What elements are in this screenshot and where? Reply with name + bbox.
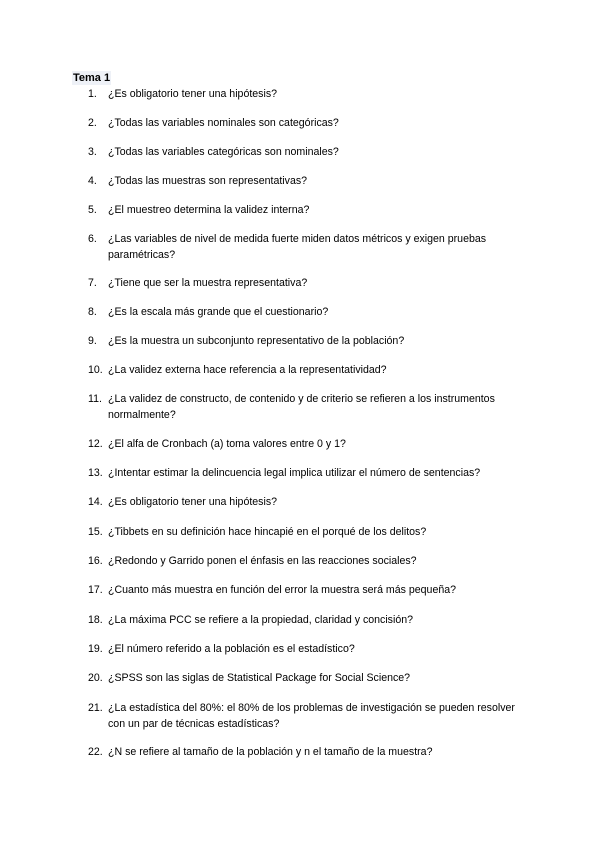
question-item [88, 363, 528, 379]
question-item [88, 392, 528, 423]
question-item [88, 642, 528, 658]
question-number: 6. [88, 233, 97, 245]
question-number: 20. [88, 672, 103, 684]
question-number: 17. [88, 584, 103, 596]
question-item [88, 466, 528, 482]
question-number: 12. [88, 438, 103, 450]
question-number: 7. [88, 277, 97, 289]
question-item [88, 203, 528, 219]
question-text: ¿Todas las variables categóricas son nominales? [108, 146, 339, 158]
question-number: 10. [88, 364, 103, 376]
question-text: ¿SPSS son las siglas de Statistical Package for Social Science? [108, 672, 411, 684]
question-item [88, 305, 528, 321]
question-text: ¿Es obligatorio tener una hipótesis? [108, 496, 278, 508]
question-text: ¿N se refiere al tamaño de la población y n el tamaño de la muestra? [108, 746, 433, 758]
question-item [88, 145, 528, 161]
question-text: ¿La validez externa hace referencia a la representatividad? [108, 364, 387, 376]
question-text: ¿La máxima PCC se refiere a la propiedad, claridad y concisión? [108, 614, 414, 626]
question-number: 15. [88, 526, 103, 538]
question-text: ¿El alfa de Cronbach (a) toma valores entre 0 y 1? [108, 438, 346, 450]
question-item [88, 671, 528, 687]
question-item [88, 745, 528, 761]
question-number: 3. [88, 146, 97, 158]
question-item [88, 116, 528, 132]
question-item [88, 613, 528, 629]
question-number: 18. [88, 614, 103, 626]
question-item [88, 583, 528, 599]
question-item [88, 701, 528, 732]
question-number: 16. [88, 555, 103, 567]
question-text: ¿El número referido a la población es el estadístico? [108, 643, 355, 655]
question-number: 2. [88, 117, 97, 129]
question-item [88, 554, 528, 570]
question-item [88, 174, 528, 190]
question-item [88, 276, 528, 292]
question-text: ¿La estadística del 80%: el 80% de los problemas de investigación se pueden resolver con un par de técnicas estadísticas? [108, 702, 515, 730]
question-number: 4. [88, 175, 97, 187]
question-text: ¿Es la escala más grande que el cuestionario? [108, 306, 329, 318]
question-text: ¿Es obligatorio tener una hipótesis? [108, 88, 278, 100]
question-number: 1. [88, 88, 97, 100]
question-number: 11. [88, 393, 102, 405]
section-heading: Tema 1 [73, 72, 111, 84]
question-text: ¿Cuanto más muestra en función del error la muestra será más pequeña? [108, 584, 457, 596]
question-item [88, 495, 528, 511]
question-text: ¿El muestreo determina la validez interna? [108, 204, 310, 216]
question-text: ¿Todas las muestras son representativas? [108, 175, 308, 187]
question-number: 9. [88, 335, 97, 347]
question-item [88, 437, 528, 453]
question-text: ¿Redondo y Garrido ponen el énfasis en las reacciones sociales? [108, 555, 417, 567]
question-text: ¿Es la muestra un subconjunto representativo de la población? [108, 335, 405, 347]
question-text: ¿La validez de constructo, de contenido y de criterio se refieren a los instrumentos normalmente? [108, 393, 495, 421]
question-item [88, 87, 528, 103]
question-number: 19. [88, 643, 103, 655]
question-text: ¿Las variables de nivel de medida fuerte miden datos métricos y exigen pruebas paramétricas? [108, 233, 487, 261]
question-number: 5. [88, 204, 97, 216]
question-number: 21. [88, 702, 103, 714]
question-number: 22. [88, 746, 103, 758]
question-item [88, 525, 528, 541]
question-item [88, 232, 528, 263]
question-number: 8. [88, 306, 97, 318]
question-text: ¿Todas las variables nominales son categóricas? [108, 117, 339, 129]
question-number: 14. [88, 496, 103, 508]
question-item [88, 334, 528, 350]
question-number: 13. [88, 467, 103, 479]
question-text: ¿Tiene que ser la muestra representativa? [108, 277, 308, 289]
question-text: ¿Intentar estimar la delincuencia legal implica utilizar el número de sentencias? [108, 467, 481, 479]
question-text: ¿Tibbets en su definición hace hincapié en el porqué de los delitos? [108, 526, 427, 538]
